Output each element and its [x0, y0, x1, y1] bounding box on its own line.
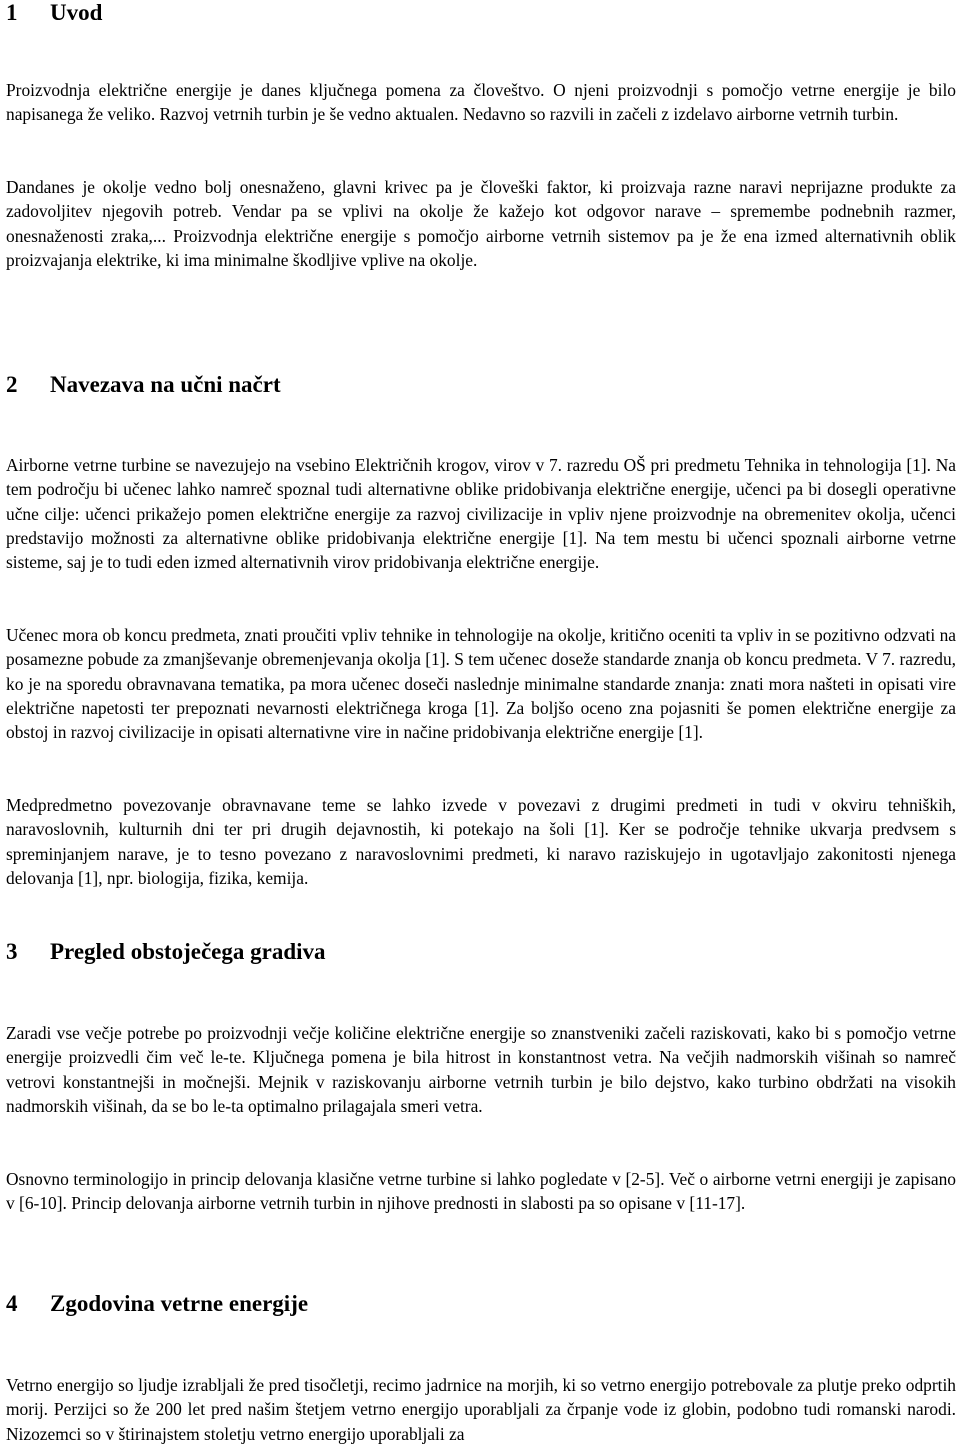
paragraph: Učenec mora ob koncu predmeta, znati proučiti vpliv tehnike in tehnologije na okolje, kritično oceniti ta vpliv in se pozitivno odzvati na posamezne pobude za zmanjševanje obremenjevanja okolja [1]. S tem učenec doseže standarde znanja ob koncu predmeta. V 7. razredu, ko je na sporedu obravnavana tematika, pa mora učenec doseči naslednje minimalne standarde znanja: znati mora našteti in opisati vire električne napetosti ter prepoznati nevarnosti električnega kroga [1]. Za boljšo oceno zna pojasniti še pomen električne energije za obstoj in razvoj civilizacije in opisati alternativne vire in načine pridobivanja električne energije [1].	[6, 625, 956, 743]
paragraph: Vetrno energijo so ljudje izrabljali že pred tisočletji, recimo jadrnice na morjih, ki so vetrno energijo potrebovale za plutje preko odprtih morij. Perzijci so že 200 let pred našim štetjem vetrno energijo uporabljali za črpanje vode iz globin, podobno tudi romanski narodi. Nizozemci so v štirinajstem stoletju vetrno energijo uporabljali za	[6, 1375, 956, 1444]
section-number: 4	[6, 1291, 18, 1316]
section-number: 3	[6, 939, 18, 964]
section-number: 1	[6, 0, 18, 25]
section-1-heading	[6, 0, 102, 26]
section-title: Navezava na učni načrt	[50, 372, 281, 397]
paragraph: Medpredmetno povezovanje obravnavane teme se lahko izvede v povezavi z drugimi predmeti in tudi v okviru tehniških, naravoslovnih, kulturnih dni ter pri drugih dejavnostih, ki potekajo na šoli [1]. Ker se področje tehnike ukvarja predvsem s spreminjanjem narave, je to tesno povezano z naravoslovnimi predmeti, ki naravo raziskujejo in ugotavljajo zakonitosti njenega delovanja [1], npr. biologija, fizika, kemija.	[6, 795, 956, 888]
section-number: 2	[6, 372, 18, 397]
section-title: Pregled obstoječega gradiva	[50, 939, 326, 964]
paragraph: Zaradi vse večje potrebe po proizvodnji večje količine električne energije so znanstveniki začeli raziskovati, kako bi s pomočjo vetrne energije proizvedli čim več le-te. Ključnega pomena je bila hitrost in konstantnost vetra. Na večjih nadmorskih višinah so namreč vetrovi konstantnejši in močnejši. Mejnik v raziskovanju airborne vetrnih turbin je bilo dejstvo, kako turbino obdržati na visokih nadmorskih višinah, da se bo le-ta optimalno prilagajala smeri vetra.	[6, 1023, 956, 1116]
section-title: Uvod	[50, 0, 103, 25]
section-4-heading	[6, 1291, 308, 1317]
paragraph: Airborne vetrne turbine se navezujejo na vsebino Električnih krogov, virov v 7. razredu OŠ pri predmetu Tehnika in tehnologija [1]. Na tem področju bi učenec lahko namreč spoznal tudi alternativne oblike pridobivanja električne energije, učenci pa bi dosegli operativne učne cilje: učenci prikažejo pomen električne energije za razvoj civilizacije in vpliv njene proizvodnje na obremenitev okolja, učenci predstavijo možnosti za alternativne oblike pridobivanja električne energije [1]. Na tem mestu bi učenci spoznali airborne vetrne sisteme, saj je to tudi eden izmed alternativnih virov pridobivanja električne energije.	[6, 455, 956, 573]
paragraph: Osnovno terminologijo in princip delovanja klasične vetrne turbine si lahko pogledate v [2-5]. Več o airborne vetrni energiji je zapisano v [6-10]. Princip delovanja airborne vetrnih turbin in njihove prednosti in slabosti pa so opisane v [11-17].	[6, 1169, 956, 1214]
paragraph: Proizvodnja električne energije je danes ključnega pomena za človeštvo. O njeni proizvodnji s pomočjo vetrne energije je bilo napisanega že veliko. Razvoj vetrnih turbin je še vedno aktualen. Nedavno so razvili in začeli z izdelavo airborne vetrnih turbin.	[6, 80, 956, 125]
section-title: Zgodovina vetrne energije	[50, 1291, 309, 1316]
section-3-heading	[6, 939, 326, 965]
paragraph: Dandanes je okolje vedno bolj onesnaženo, glavni krivec pa je človeški faktor, ki proizvaja razne naravi neprijazne produkte za zadovoljitev njegovih potreb. Vendar pa se vplivi na okolje že kažejo kot odgovor narave – spremembe podnebnih razmer, onesnaženosti zraka,... Proizvodnja električne energije s pomočjo airborne vetrnih sistemov pa je že ena izmed alternativnih oblik proizvajanja elektrike, ki ima minimalne škodljive vplive na okolje.	[6, 177, 956, 270]
section-2-heading	[6, 372, 281, 398]
